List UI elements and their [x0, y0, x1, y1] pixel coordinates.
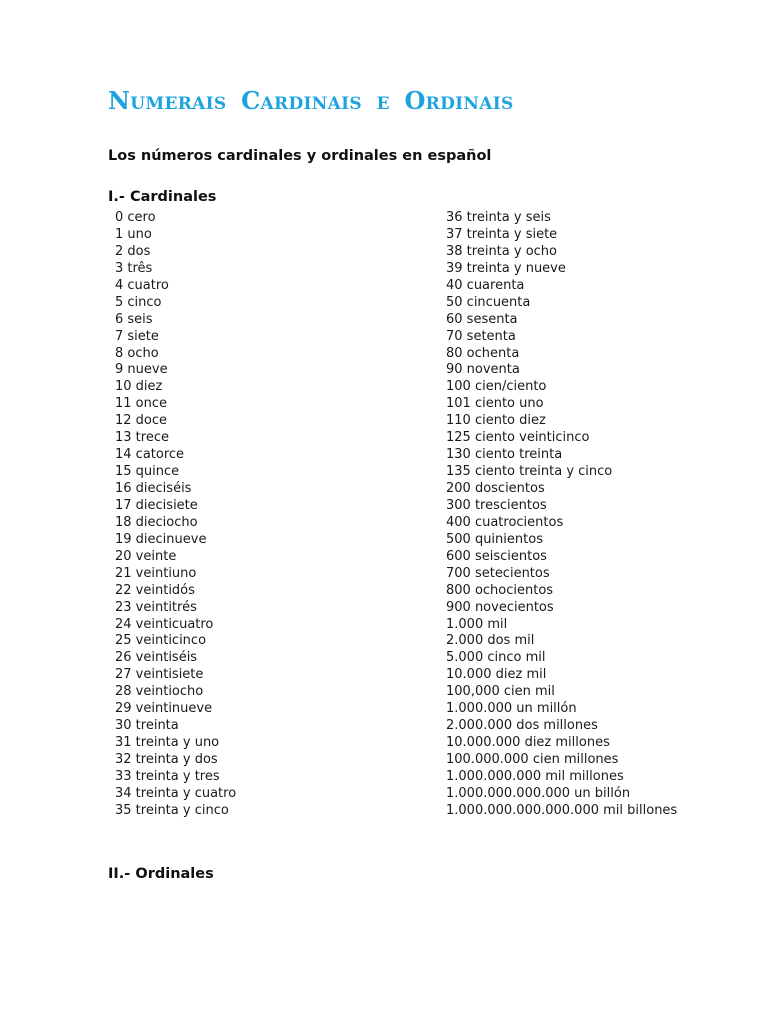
list-item: 10.000.000 diez millones [446, 735, 610, 751]
list-item: 500 quinientos [446, 531, 543, 547]
list-item: 110 ciento diez [446, 413, 546, 429]
list-item: 31 treinta y uno [115, 735, 220, 751]
list-item: 25 veinticinco [115, 633, 207, 649]
page-title: Numerais Cardinais e Ordinais [108, 86, 514, 115]
list-item: 4 cuatro [115, 277, 169, 293]
list-item: 100.000.000 cien millones [446, 752, 619, 767]
list-item: 9 nueve [115, 362, 168, 378]
list-item: 28 veintiocho [115, 684, 204, 700]
list-item: 23 veintitrés [115, 599, 197, 615]
list-item: 2.000 dos mil [446, 633, 535, 649]
page-subtitle: Los números cardinales y ordinales en español [108, 148, 492, 164]
list-item: 12 doce [115, 413, 168, 429]
list-item: 60 sesenta [446, 311, 518, 327]
list-item: 5.000 cinco mil [446, 650, 546, 666]
list-item: 26 veintiséis [115, 650, 198, 666]
cardinales-list-right [446, 210, 677, 820]
list-item: 18 dieciocho [115, 514, 198, 530]
list-item: 1.000.000.000 mil millones [446, 768, 624, 784]
list-item: 1 uno [115, 226, 152, 242]
list-item: 14 catorce [115, 447, 185, 463]
section-heading-ordinales: II.- Ordinales [108, 866, 214, 882]
section-heading-cardinales: I.- Cardinales [108, 189, 217, 205]
list-item: 38 treinta y ocho [446, 243, 557, 259]
list-item: 34 treinta y cuatro [115, 785, 237, 801]
list-item: 10.000 diez mil [446, 667, 547, 683]
cardinales-list-left [115, 210, 236, 820]
list-item: 90 noventa [446, 362, 520, 378]
list-item: 700 setecientos [446, 565, 550, 581]
list-item: 300 trescientos [446, 497, 547, 513]
list-item: 101 ciento uno [446, 396, 544, 412]
list-item: 40 cuarenta [446, 277, 525, 293]
list-item: 1.000 mil [446, 616, 508, 632]
list-item: 11 once [115, 396, 168, 412]
list-item: 1.000.000.000.000 un billón [446, 785, 631, 801]
list-item: 36 treinta y seis [446, 210, 551, 225]
list-item: 5 cinco [115, 294, 162, 310]
list-item: 900 novecientos [446, 599, 554, 615]
list-item: 50 cincuenta [446, 294, 531, 310]
list-item: 29 veintinueve [115, 701, 213, 717]
list-item: 125 ciento veinticinco [446, 430, 590, 446]
list-item: 800 ochocientos [446, 582, 554, 598]
list-item: 37 treinta y siete [446, 226, 558, 242]
list-item: 1.000.000 un millón [446, 701, 577, 717]
list-item: 2.000.000 dos millones [446, 718, 598, 734]
list-item: 7 siete [115, 328, 159, 344]
list-item: 80 ochenta [446, 345, 520, 361]
list-item: 600 seiscientos [446, 548, 547, 564]
list-item: 32 treinta y dos [115, 752, 218, 767]
list-item: 21 veintiuno [115, 565, 197, 581]
list-item: 17 diecisiete [115, 497, 198, 513]
list-item: 20 veinte [115, 548, 177, 564]
list-item: 19 diecinueve [115, 531, 207, 547]
list-item: 22 veintidós [115, 582, 195, 598]
list-item: 39 treinta y nueve [446, 260, 566, 276]
list-item: 15 quince [115, 464, 180, 480]
list-item: 35 treinta y cinco [115, 802, 229, 818]
list-item: 1.000.000.000.000.000 mil billones [446, 802, 678, 818]
list-item: 135 ciento treinta y cinco [446, 464, 613, 480]
list-item: 70 setenta [446, 328, 516, 344]
list-item: 27 veintisiete [115, 667, 204, 683]
list-item: 16 dieciséis [115, 481, 192, 496]
list-item: 130 ciento treinta [446, 447, 563, 463]
list-item: 8 ocho [115, 345, 159, 361]
list-item: 100 cien/ciento [446, 379, 547, 395]
list-item: 10 diez [115, 379, 163, 395]
list-item: 30 treinta [115, 718, 179, 734]
list-item: 6 seis [115, 311, 153, 327]
list-item: 33 treinta y tres [115, 768, 220, 784]
list-item: 100,000 cien mil [446, 684, 555, 700]
list-item: 13 trece [115, 430, 169, 446]
list-item: 0 cero [115, 210, 156, 225]
list-item: 400 cuatrocientos [446, 514, 564, 530]
list-item: 3 três [115, 260, 153, 276]
list-item: 24 veinticuatro [115, 616, 214, 632]
list-item: 200 doscientos [446, 481, 545, 496]
list-item: 2 dos [115, 243, 151, 259]
